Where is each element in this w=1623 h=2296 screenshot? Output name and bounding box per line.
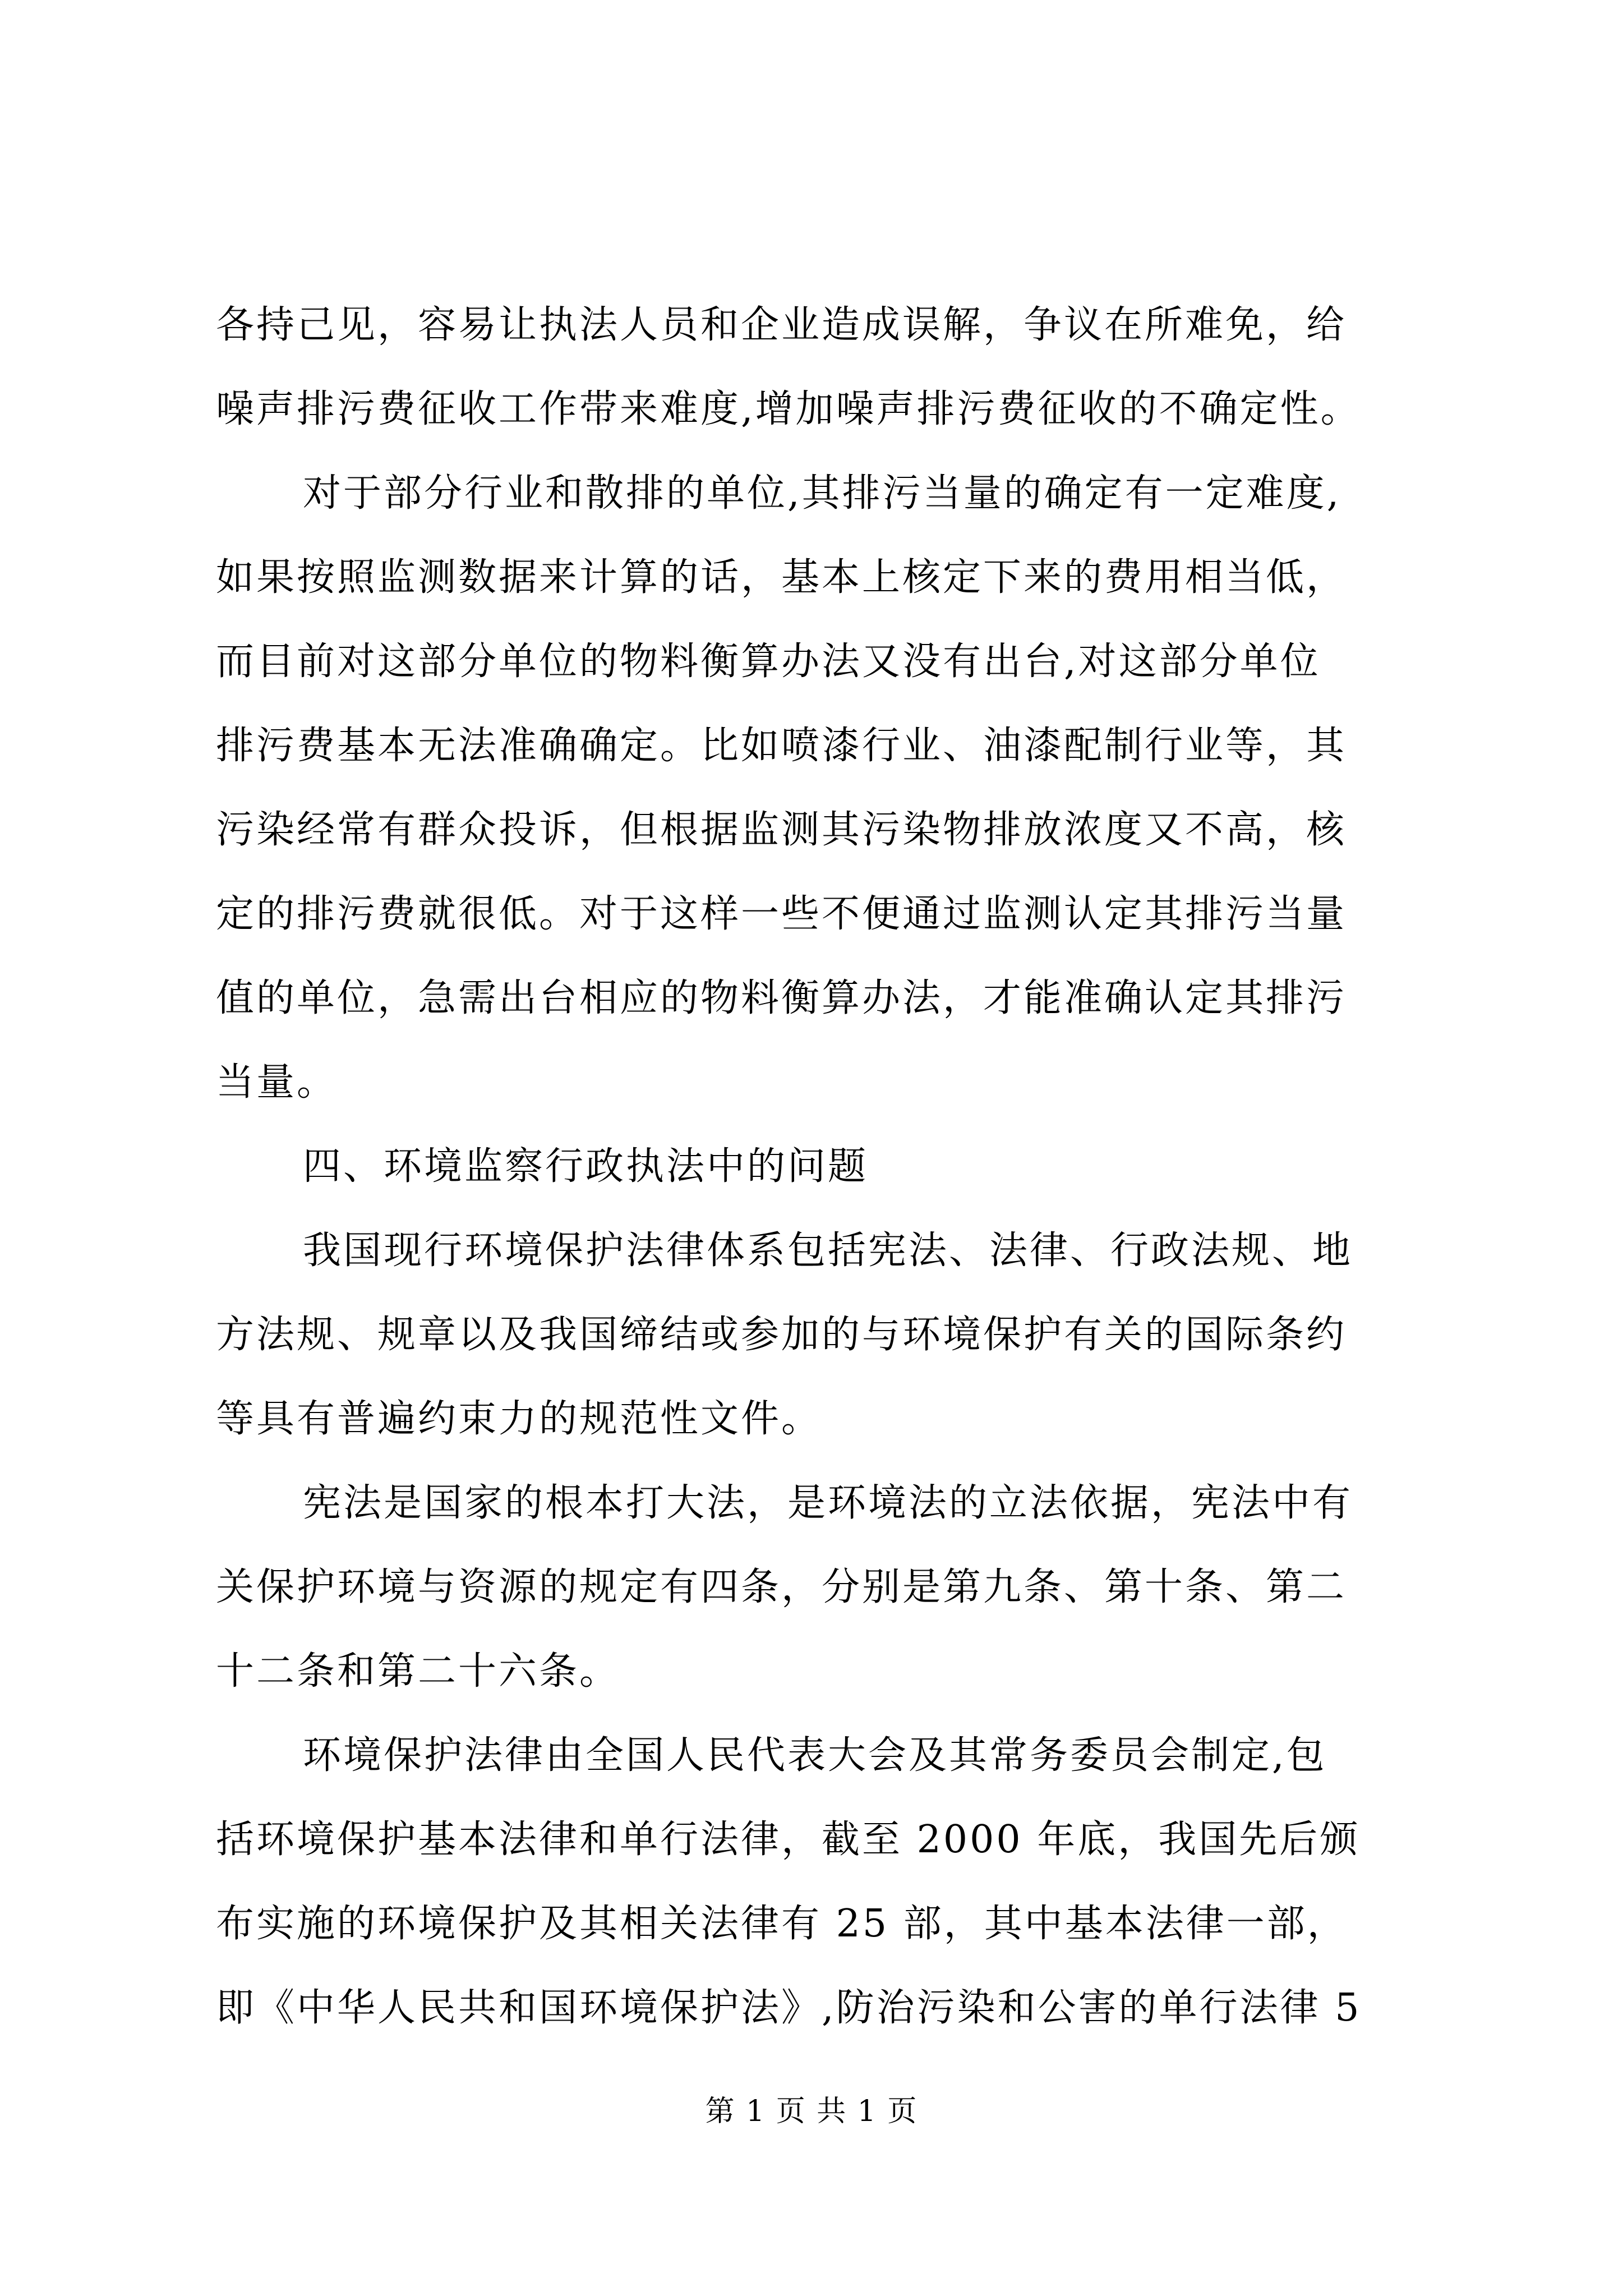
paragraph-start-line: 对于部分行业和散排的单位,其排污当量的确定有一定难度, — [303, 471, 1341, 516]
paragraph-start-line: 宪法是国家的根本打大法，是环境法的立法依据，宪法中有 — [303, 1481, 1353, 1525]
text-line: 而目前对这部分单位的物料衡算办法又没有出台,对这部分单位 — [216, 639, 1321, 684]
text-line: 定的排污费就很低。对于这样一些不便通过监测认定其排污当量 — [216, 892, 1347, 936]
section-heading: 四、环境监察行政执法中的问题 — [303, 1144, 869, 1189]
text-line: 值的单位，急需出台相应的物料衡算办法，才能准确认定其排污 — [216, 976, 1347, 1020]
text-line: 噪声排污费征收工作带来难度,增加噪声排污费征收的不确定性。 — [216, 387, 1361, 431]
text-line: 方法规、规章以及我国缔结或参加的与环境保护有关的国际条约 — [216, 1313, 1347, 1357]
text-line: 各持己见，容易让执法人员和企业造成误解，争议在所难免，给 — [216, 303, 1347, 347]
text-line: 关保护环境与资源的规定有四条，分别是第九条、第十条、第二 — [216, 1565, 1347, 1609]
text-line: 布实施的环境保护及其相关法律有 25 部，其中基本法律一部， — [216, 1902, 1348, 1946]
text-line: 排污费基本无法准确确定。比如喷漆行业、油漆配制行业等，其 — [216, 724, 1347, 768]
text-line: 当量。 — [216, 1060, 338, 1105]
text-line: 十二条和第二十六条。 — [216, 1649, 620, 1694]
text-line: 即《中华人民共和国环境保护法》,防治污染和公害的单行法律 5 — [216, 1986, 1362, 2030]
text-line: 括环境保护基本法律和单行法律，截至 2000 年底，我国先后颁 — [216, 1818, 1361, 1862]
text-line: 等具有普遍约束力的规范性文件。 — [216, 1397, 822, 1441]
text-line: 污染经常有群众投诉，但根据监测其污染物排放浓度又不高，核 — [216, 808, 1347, 852]
text-line: 如果按照监测数据来计算的话，基本上核定下来的费用相当低， — [216, 555, 1347, 600]
paragraph-start-line: 环境保护法律由全国人民代表大会及其常务委员会制定,包 — [303, 1733, 1327, 1778]
page-footer: 第 1 页 共 1 页 — [705, 2095, 918, 2128]
paragraph-start-line: 我国现行环境保护法律体系包括宪法、法律、行政法规、地 — [303, 1228, 1353, 1273]
